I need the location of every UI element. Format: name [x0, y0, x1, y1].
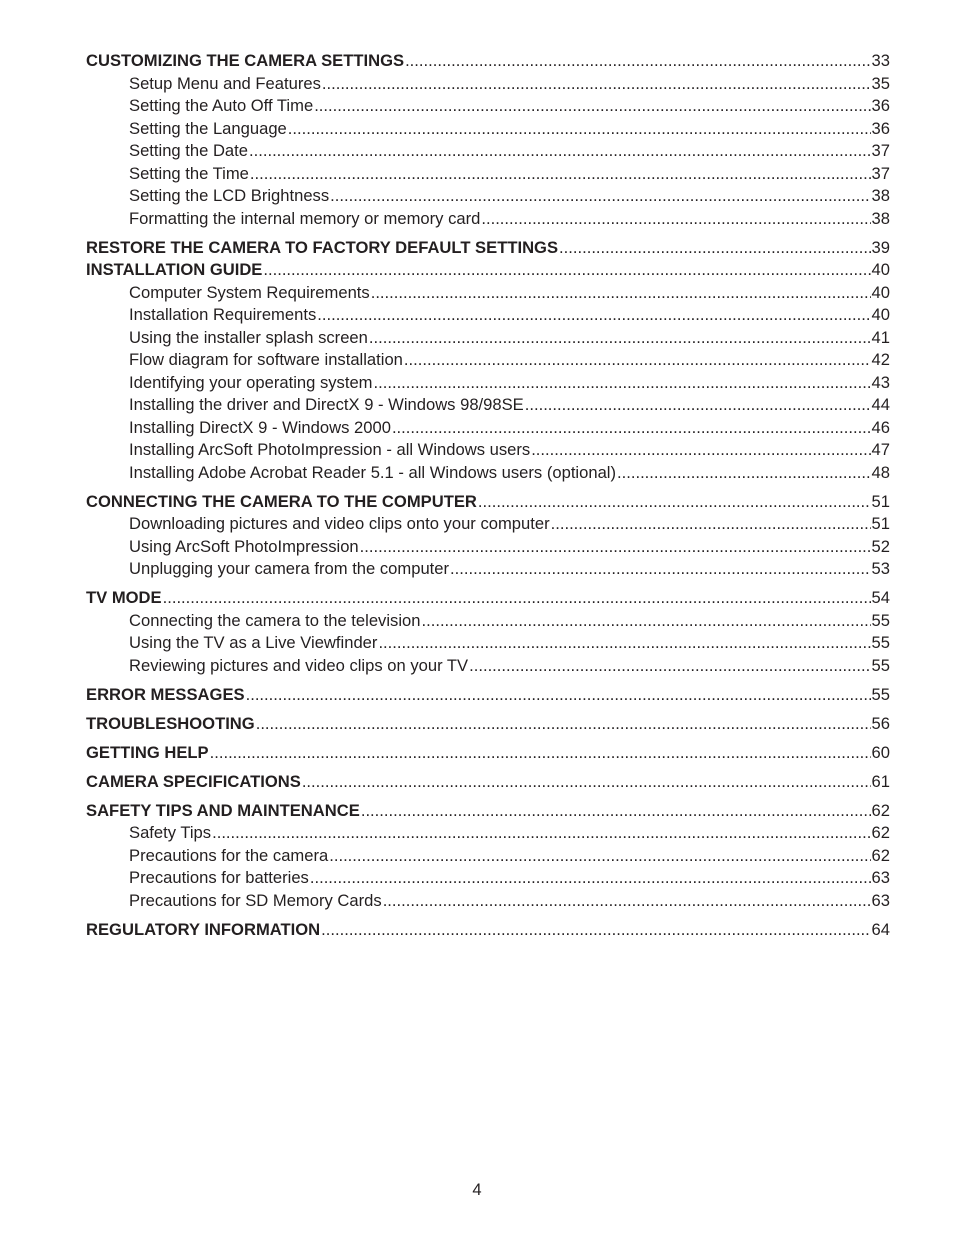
- toc-dot-leader: [392, 417, 871, 440]
- toc-entry-page-number: 55: [871, 684, 890, 704]
- toc-subsection-entry[interactable]: [86, 417, 890, 440]
- toc-dot-leader: [263, 259, 870, 282]
- toc-dot-leader: [551, 513, 871, 536]
- toc-section-entry[interactable]: [86, 919, 890, 942]
- toc-entry-title: TV MODE: [86, 588, 162, 607]
- toc-entry-page-number: 48: [871, 462, 890, 482]
- toc-dot-leader: [378, 632, 870, 655]
- toc-dot-leader: [383, 890, 871, 913]
- toc-subsection-entry[interactable]: [86, 462, 890, 485]
- toc-entry-page-number: 36: [871, 96, 890, 115]
- toc-subsection-entry[interactable]: [86, 439, 890, 462]
- toc-entry-page-number: 47: [871, 440, 890, 459]
- toc-entry-title: Precautions for SD Memory Cards: [129, 890, 382, 910]
- toc-entry-page-number: 51: [871, 514, 890, 533]
- toc-entry-title: Setting the Time: [129, 163, 249, 183]
- toc-subsection-entry[interactable]: [86, 372, 890, 395]
- toc-entry-title: SAFETY TIPS AND MAINTENANCE: [86, 800, 360, 820]
- toc-dot-leader: [450, 558, 870, 581]
- toc-dot-leader: [422, 610, 871, 633]
- toc-entry-title: Using the TV as a Live Viewfinder: [129, 633, 378, 652]
- toc-dot-leader: [481, 208, 870, 231]
- toc-section-entry[interactable]: [86, 491, 890, 514]
- toc-entry-title: RESTORE THE CAMERA TO FACTORY DEFAULT SETTINGS: [86, 237, 559, 257]
- toc-dot-leader: [525, 394, 871, 417]
- toc-entry-page-number: 42: [871, 350, 890, 369]
- toc-dot-leader: [212, 822, 870, 845]
- toc-dot-leader: [405, 50, 870, 73]
- toc-subsection-entry[interactable]: [86, 73, 890, 96]
- toc-entry-page-number: 54: [871, 588, 890, 607]
- toc-entry-page-number: 40: [871, 305, 890, 324]
- toc-subsection-entry[interactable]: [86, 95, 890, 118]
- toc-dot-leader: [531, 439, 870, 462]
- toc-dot-leader: [361, 800, 871, 823]
- toc-dot-leader: [317, 304, 870, 327]
- toc-entry-title: Computer System Requirements: [129, 282, 370, 302]
- toc-entry-page-number: 62: [871, 800, 890, 820]
- toc-entry-title: Unplugging your camera from the computer: [129, 559, 450, 578]
- toc-entry-title: Identifying your operating system: [129, 372, 373, 392]
- toc-subsection-entry[interactable]: [86, 558, 890, 581]
- toc-entry-page-number: 41: [871, 327, 890, 347]
- toc-subsection-entry[interactable]: [86, 349, 890, 372]
- toc-dot-leader: [329, 845, 870, 868]
- toc-dot-leader: [288, 118, 871, 141]
- toc-dot-leader: [310, 867, 871, 890]
- toc-entry-page-number: 40: [871, 282, 890, 302]
- toc-entry-page-number: 64: [871, 919, 890, 939]
- toc-dot-leader: [371, 282, 871, 305]
- toc-entry-page-number: 33: [871, 51, 890, 70]
- toc-entry-title: Precautions for batteries: [129, 868, 309, 887]
- toc-entry-page-number: 37: [871, 141, 890, 160]
- toc-subsection-entry[interactable]: [86, 163, 890, 186]
- toc-entry-page-number: 46: [871, 417, 890, 437]
- toc-section-entry[interactable]: [86, 587, 890, 610]
- toc-subsection-entry[interactable]: [86, 655, 890, 678]
- toc-dot-leader: [246, 684, 871, 707]
- toc-entry-title: Installing the driver and DirectX 9 - Windows 98/98SE: [129, 395, 524, 414]
- toc-dot-leader: [404, 349, 871, 372]
- toc-dot-leader: [360, 536, 871, 559]
- toc-entry-title: Using ArcSoft PhotoImpression: [129, 536, 359, 556]
- toc-entry-title: INSTALLATION GUIDE: [86, 260, 263, 279]
- toc-entry-page-number: 62: [871, 845, 890, 865]
- table-of-contents: [86, 50, 890, 941]
- toc-section-entry[interactable]: [86, 50, 890, 73]
- toc-subsection-entry[interactable]: [86, 845, 890, 868]
- toc-entry-page-number: 63: [871, 868, 890, 887]
- toc-section-entry[interactable]: [86, 259, 890, 282]
- toc-section-entry[interactable]: [86, 800, 890, 823]
- toc-section-entry[interactable]: [86, 771, 890, 794]
- toc-entry-page-number: 56: [871, 713, 890, 733]
- toc-entry-title: CUSTOMIZING THE CAMERA SETTINGS: [86, 51, 405, 70]
- toc-subsection-entry[interactable]: [86, 632, 890, 655]
- toc-dot-leader: [250, 163, 871, 186]
- toc-entry-title: Installing ArcSoft PhotoImpression - all Windows users: [129, 440, 531, 459]
- toc-entry-page-number: 40: [871, 260, 890, 279]
- toc-entry-page-number: 55: [871, 655, 890, 675]
- toc-entry-title: Using the installer splash screen: [129, 327, 368, 347]
- toc-entry-title: Downloading pictures and video clips onto your computer: [129, 514, 550, 533]
- toc-dot-leader: [256, 713, 871, 736]
- toc-dot-leader: [559, 237, 870, 260]
- toc-entry-title: Precautions for the camera: [129, 845, 329, 865]
- toc-subsection-entry[interactable]: [86, 282, 890, 305]
- toc-entry-page-number: 55: [871, 610, 890, 630]
- toc-entry-title: Installation Requirements: [129, 305, 317, 324]
- toc-entry-title: REGULATORY INFORMATION: [86, 919, 321, 939]
- page-number: 4: [472, 1180, 482, 1199]
- toc-subsection-entry[interactable]: [86, 208, 890, 231]
- toc-entry-title: Setting the Date: [129, 141, 249, 160]
- toc-entry-title: Safety Tips: [129, 823, 212, 842]
- toc-entry-title: Setting the LCD Brightness: [129, 186, 330, 205]
- toc-dot-leader: [249, 140, 871, 163]
- toc-entry-title: Setup Menu and Features: [129, 73, 321, 93]
- toc-dot-leader: [369, 327, 871, 350]
- toc-subsection-entry[interactable]: [86, 394, 890, 417]
- toc-entry-page-number: 51: [871, 491, 890, 511]
- toc-section-entry[interactable]: [86, 713, 890, 736]
- toc-section-entry[interactable]: [86, 237, 890, 260]
- toc-entry-page-number: 60: [871, 742, 890, 762]
- toc-entry-page-number: 38: [871, 208, 890, 228]
- toc-entry-page-number: 62: [871, 823, 890, 842]
- toc-dot-leader: [617, 462, 871, 485]
- toc-subsection-entry[interactable]: [86, 513, 890, 536]
- toc-entry-page-number: 38: [871, 186, 890, 205]
- toc-entry-title: Connecting the camera to the television: [129, 610, 421, 630]
- toc-section-entry[interactable]: [86, 684, 890, 707]
- toc-entry-page-number: 63: [871, 890, 890, 910]
- toc-entry-title: Flow diagram for software installation: [129, 350, 403, 369]
- toc-entry-page-number: 37: [871, 163, 890, 183]
- toc-entry-title: Installing Adobe Acrobat Reader 5.1 - all Windows users (optional): [129, 462, 617, 482]
- toc-dot-leader: [314, 95, 870, 118]
- toc-subsection-entry[interactable]: [86, 304, 890, 327]
- toc-subsection-entry[interactable]: [86, 327, 890, 350]
- toc-subsection-entry[interactable]: [86, 890, 890, 913]
- toc-dot-leader: [469, 655, 870, 678]
- toc-subsection-entry[interactable]: [86, 118, 890, 141]
- toc-entry-page-number: 39: [871, 237, 890, 257]
- toc-entry-page-number: 43: [871, 372, 890, 392]
- toc-subsection-entry[interactable]: [86, 822, 890, 845]
- toc-subsection-entry[interactable]: [86, 536, 890, 559]
- toc-dot-leader: [478, 491, 871, 514]
- toc-subsection-entry[interactable]: [86, 867, 890, 890]
- toc-entry-page-number: 55: [871, 633, 890, 652]
- toc-entry-page-number: 44: [871, 395, 890, 414]
- toc-section-entry[interactable]: [86, 742, 890, 765]
- toc-subsection-entry[interactable]: [86, 185, 890, 208]
- toc-entry-page-number: 53: [871, 559, 890, 578]
- toc-entry-page-number: 52: [871, 536, 890, 556]
- toc-entry-title: ERROR MESSAGES: [86, 684, 245, 704]
- toc-entry-title: CONNECTING THE CAMERA TO THE COMPUTER: [86, 491, 477, 511]
- toc-entry-title: Setting the Language: [129, 118, 287, 138]
- toc-dot-leader: [322, 73, 871, 96]
- toc-subsection-entry[interactable]: [86, 140, 890, 163]
- toc-entry-title: Reviewing pictures and video clips on your TV: [129, 655, 469, 675]
- toc-subsection-entry[interactable]: [86, 610, 890, 633]
- toc-entry-title: Installing DirectX 9 - Windows 2000: [129, 417, 391, 437]
- toc-dot-leader: [210, 742, 871, 765]
- toc-entry-title: GETTING HELP: [86, 742, 209, 762]
- toc-dot-leader: [302, 771, 871, 794]
- toc-entry-title: Formatting the internal memory or memory card: [129, 208, 481, 228]
- toc-entry-title: CAMERA SPECIFICATIONS: [86, 771, 301, 791]
- toc-entry-title: Setting the Auto Off Time: [129, 96, 314, 115]
- toc-dot-leader: [374, 372, 871, 395]
- toc-entry-page-number: 61: [871, 771, 890, 791]
- toc-dot-leader: [321, 919, 870, 942]
- toc-entry-page-number: 35: [871, 73, 890, 93]
- toc-entry-page-number: 36: [871, 118, 890, 138]
- toc-dot-leader: [330, 185, 870, 208]
- toc-dot-leader: [163, 587, 871, 610]
- toc-entry-title: TROUBLESHOOTING: [86, 713, 255, 733]
